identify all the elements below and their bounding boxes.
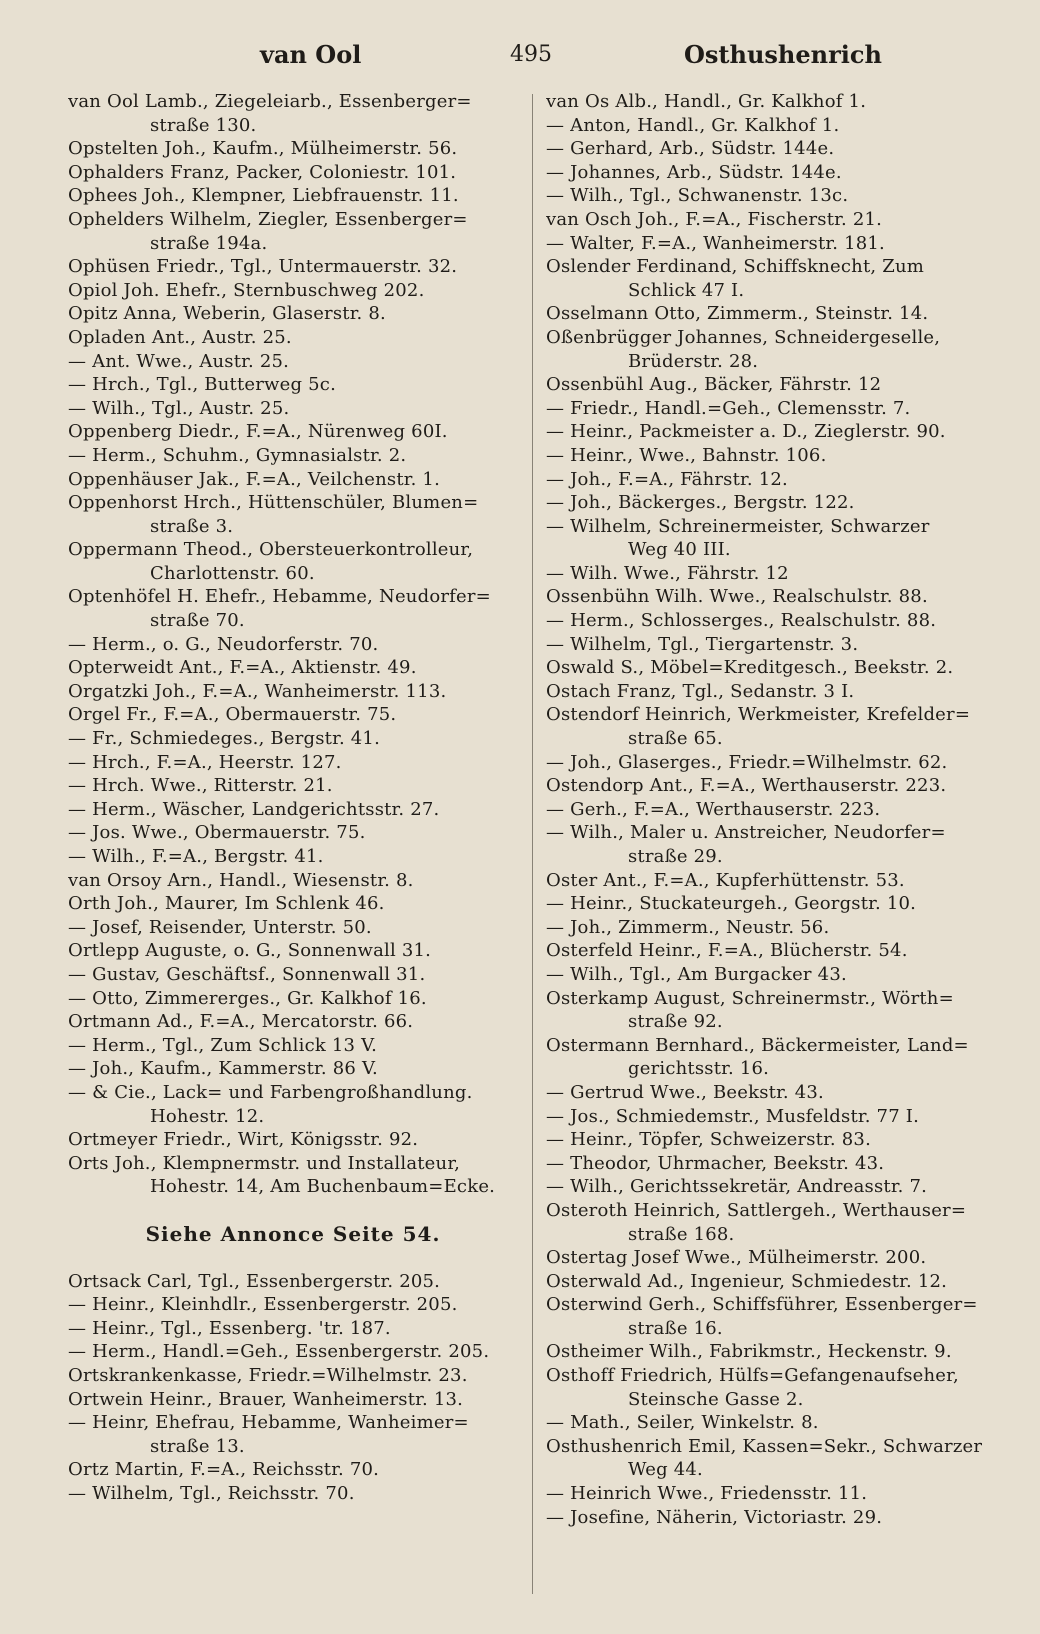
- directory-entry-line: Ortmeyer Friedr., Wirt, Königsstr. 92.: [68, 1129, 419, 1151]
- directory-entry-line: — Wilhelm, Tgl., Reichsstr. 70.: [68, 1483, 355, 1505]
- right-column: [546, 90, 986, 1529]
- directory-entry-line: Oppermann Theod., Obersteuerkontrolleur,: [68, 539, 474, 561]
- directory-entry-line: Ostertag Josef Wwe., Mülheimerstr. 200.: [546, 1247, 927, 1269]
- directory-entry-line: — Otto, Zimmererges., Gr. Kalkhof 16.: [68, 987, 427, 1009]
- directory-entry-line: Orgatzki Joh., F.=A., Wanheimerstr. 113.: [68, 680, 447, 702]
- directory-entry-line: Optenhöfel H. Ehefr., Hebamme, Neudorfer=: [68, 586, 491, 608]
- directory-entry-line: — Joh., Glaserges., Friedr.=Wilhelmstr. 62.: [546, 751, 948, 773]
- directory-entry-line: Osterkamp August, Schreinermstr., Wörth=: [546, 987, 954, 1009]
- directory-entry-line: Osteroth Heinrich, Sattlergeh., Werthauser=: [546, 1199, 967, 1221]
- directory-entry-line: Ortskrankenkasse, Friedr.=Wilhelmstr. 23.: [68, 1365, 468, 1387]
- directory-entry-line: Ortz Martin, F.=A., Reichsstr. 70.: [68, 1459, 380, 1481]
- directory-entry-line: straße 3.: [150, 515, 234, 537]
- directory-entry-line: Schlick 47 I.: [628, 279, 745, 301]
- header-left-keyword: van Ool: [260, 40, 362, 69]
- directory-entry-line: straße 168.: [628, 1223, 735, 1245]
- directory-entry-line: van Os Alb., Handl., Gr. Kalkhof 1.: [546, 91, 867, 112]
- directory-entry-line: Orgel Fr., F.=A., Obermauerstr. 75.: [68, 704, 397, 726]
- directory-entry-line: — Heinr., Kleinhdlr., Essenbergerstr. 205.: [68, 1294, 458, 1316]
- directory-entry-line: Oppenhäuser Jak., F.=A., Veilchenstr. 1.: [68, 468, 440, 490]
- directory-entry-line: — Herm., Handl.=Geh., Essenbergerstr. 205.: [68, 1341, 490, 1363]
- directory-entry-line: straße 65.: [628, 728, 723, 750]
- annonce-notice: Siehe Annonce Seite 54.: [145, 1222, 441, 1246]
- directory-entry-line: straße 13.: [150, 1435, 245, 1457]
- directory-entry-line: Opstelten Joh., Kaufm., Mülheimerstr. 56.: [68, 138, 458, 160]
- directory-entry-line: Ostheimer Wilh., Fabrikmstr., Heckenstr. 9.: [546, 1341, 952, 1363]
- directory-entry-line: Osterwald Ad., Ingenieur, Schmiedestr. 12.: [546, 1270, 948, 1292]
- column-divider: [532, 94, 533, 1594]
- directory-entry-line: van Ool Lamb., Ziegeleiarb., Essenberger=: [68, 91, 472, 112]
- directory-entry-line: straße 194a.: [150, 232, 268, 254]
- directory-entry-line: Ortsack Carl, Tgl., Essenbergerstr. 205.: [68, 1270, 441, 1292]
- directory-entry-line: Orth Joh., Maurer, Im Schlenk 46.: [68, 893, 385, 915]
- directory-entry-line: — Joh., Kaufm., Kammerstr. 86 V.: [68, 1058, 378, 1080]
- directory-entry-line: straße 92.: [628, 1011, 723, 1033]
- directory-entry-line: — Hrch., F.=A., Heerstr. 127.: [68, 751, 342, 773]
- directory-entry-line: Osterfeld Heinr., F.=A., Blücherstr. 54.: [546, 940, 908, 962]
- directory-entry-line: — Heinr., Töpfer, Schweizerstr. 83.: [546, 1129, 871, 1151]
- directory-entry-line: Weg 44.: [628, 1459, 703, 1481]
- directory-entry-line: Osthoff Friedrich, Hülfs=Gefangenaufseher,: [546, 1365, 959, 1387]
- directory-entry-line: — Gustav, Geschäftsf., Sonnenwall 31.: [68, 963, 426, 985]
- header-right-keyword: Osthushenrich: [684, 40, 882, 69]
- directory-entry-line: — Hrch., Tgl., Butterweg 5c.: [68, 374, 337, 396]
- directory-entry-line: — Wilh., Tgl., Am Burgacker 43.: [546, 963, 847, 985]
- directory-entry-line: Oslender Ferdinand, Schiffsknecht, Zum: [546, 256, 925, 278]
- directory-entry-line: — Herm., o. G., Neudorferstr. 70.: [68, 633, 379, 655]
- directory-entry-line: — Heinr., Wwe., Bahnstr. 106.: [546, 444, 827, 466]
- directory-entry-line: Ortmann Ad., F.=A., Mercatorstr. 66.: [68, 1011, 414, 1033]
- directory-entry-line: Opitz Anna, Weberin, Glaserstr. 8.: [68, 303, 386, 325]
- directory-entry-line: — Heinr., Stuckateurgeh., Georgstr. 10.: [546, 893, 917, 915]
- directory-entry-line: — Ant. Wwe., Austr. 25.: [68, 350, 290, 372]
- directory-entry-line: Ophalders Franz, Packer, Coloniestr. 101.: [68, 161, 457, 183]
- directory-entry-line: Ossenbühn Wilh. Wwe., Realschulstr. 88.: [546, 586, 928, 608]
- directory-entry-line: straße 70.: [150, 610, 245, 632]
- directory-entry-line: — & Cie., Lack= und Farbengroßhandlung.: [68, 1081, 473, 1103]
- directory-entry-line: — Wilhelm, Schreinermeister, Schwarzer: [546, 515, 930, 537]
- directory-entry-line: Ortlepp Auguste, o. G., Sonnenwall 31.: [68, 940, 432, 962]
- directory-entry-line: — Gertrud Wwe., Beekstr. 43.: [546, 1081, 824, 1103]
- directory-entry-line: — Friedr., Handl.=Geh., Clemensstr. 7.: [546, 397, 911, 419]
- directory-entry-line: Oßenbrügger Johannes, Schneidergeselle,: [546, 326, 941, 348]
- directory-entry-line: — Joh., Bäckerges., Bergstr. 122.: [546, 492, 855, 514]
- directory-entry-line: — Wilh., F.=A., Bergstr. 41.: [68, 846, 324, 867]
- directory-entry-line: — Theodor, Uhrmacher, Beekstr. 43.: [546, 1152, 885, 1174]
- directory-entry-line: — Wilhelm, Tgl., Tiergartenstr. 3.: [546, 633, 859, 655]
- directory-entry-line: Opterweidt Ant., F.=A., Aktienstr. 49.: [68, 657, 417, 679]
- directory-entry-line: Ophees Joh., Klempner, Liebfrauenstr. 11.: [68, 185, 459, 207]
- directory-entry-line: — Wilh., Tgl., Austr. 25.: [68, 397, 290, 419]
- directory-entry-line: Ostermann Bernhard., Bäckermeister, Land=: [546, 1034, 969, 1056]
- page-number: 495: [510, 42, 552, 67]
- directory-entry-line: — Joh., F.=A., Fährstr. 12.: [546, 468, 788, 490]
- directory-entry-line: van Osch Joh., F.=A., Fischerstr. 21.: [546, 208, 883, 230]
- directory-entry-line: Weg 40 III.: [628, 539, 731, 561]
- directory-entry-line: straße 16.: [628, 1317, 723, 1339]
- directory-entry-line: Ossenbühl Aug., Bäcker, Fährstr. 12: [546, 374, 882, 396]
- directory-entry-line: Steinsche Gasse 2.: [628, 1388, 804, 1410]
- directory-entry-line: — Wilh., Maler u. Anstreicher, Neudorfer=: [546, 822, 946, 844]
- directory-entry-line: Orts Joh., Klempnermstr. und Installateur,: [68, 1152, 461, 1174]
- directory-entry-line: Ortwein Heinr., Brauer, Wanheimerstr. 13.: [68, 1388, 464, 1410]
- directory-entry-line: — Gerh., F.=A., Werthauserstr. 223.: [546, 798, 881, 820]
- directory-entry-line: straße 29.: [628, 846, 723, 867]
- directory-entry-line: — Johannes, Arb., Südstr. 144e.: [546, 161, 842, 183]
- left-column: [68, 90, 518, 1506]
- directory-entry-line: — Joh., Zimmerm., Neustr. 56.: [546, 916, 830, 938]
- directory-entry-line: — Math., Seiler, Winkelstr. 8.: [546, 1412, 819, 1434]
- directory-entry-line: — Herm., Wäscher, Landgerichtsstr. 27.: [68, 798, 440, 820]
- directory-entry-line: Oswald S., Möbel=Kreditgesch., Beekstr. 2.: [546, 657, 954, 679]
- directory-entry-line: — Wilh., Gerichtssekretär, Andreasstr. 7.: [546, 1176, 928, 1198]
- spacer: [68, 1246, 518, 1270]
- directory-entry-line: — Heinr., Packmeister a. D., Zieglerstr. 90.: [546, 421, 946, 443]
- spacer: [68, 1199, 518, 1223]
- directory-entry-line: Hohestr. 12.: [150, 1105, 265, 1127]
- directory-entry-line: Oster Ant., F.=A., Kupferhüttenstr. 53.: [546, 869, 905, 891]
- directory-entry-line: — Josef, Reisender, Unterstr. 50.: [68, 916, 372, 938]
- directory-entry-line: — Jos. Wwe., Obermauerstr. 75.: [68, 822, 366, 844]
- directory-entry-line: — Hrch. Wwe., Ritterstr. 21.: [68, 775, 333, 797]
- directory-entry-line: Opladen Ant., Austr. 25.: [68, 326, 292, 348]
- directory-entry-line: van Orsoy Arn., Handl., Wiesenstr. 8.: [68, 869, 414, 891]
- directory-entry-line: straße 130.: [150, 114, 257, 136]
- directory-entry-line: Ostach Franz, Tgl., Sedanstr. 3 I.: [546, 680, 855, 702]
- directory-entry-line: — Herm., Schuhm., Gymnasialstr. 2.: [68, 444, 407, 466]
- directory-entry-line: — Herm., Tgl., Zum Schlick 13 V.: [68, 1034, 378, 1056]
- directory-entry-line: — Heinr., Tgl., Essenberg. 'tr. 187.: [68, 1317, 391, 1339]
- directory-entry-line: Charlottenstr. 60.: [150, 562, 315, 584]
- directory-entry-line: — Herm., Schlosserges., Realschulstr. 88.: [546, 610, 937, 632]
- directory-entry-line: — Walter, F.=A., Wanheimerstr. 181.: [546, 232, 885, 254]
- directory-entry-line: — Jos., Schmiedemstr., Musfeldstr. 77 I.: [546, 1105, 920, 1127]
- directory-entry-line: Ostendorp Ant., F.=A., Werthauserstr. 223.: [546, 775, 947, 797]
- directory-entry-line: — Gerhard, Arb., Südstr. 144e.: [546, 138, 835, 160]
- directory-entry-line: Osselmann Otto, Zimmerm., Steinstr. 14.: [546, 303, 929, 325]
- directory-entry-line: Opiol Joh. Ehefr., Sternbuschweg 202.: [68, 279, 425, 301]
- directory-entry-line: Hohestr. 14, Am Buchenbaum=Ecke.: [150, 1176, 496, 1198]
- directory-entry-line: Oppenhorst Hrch., Hüttenschüler, Blumen=: [68, 492, 479, 514]
- directory-entry-line: — Heinrich Wwe., Friedensstr. 11.: [546, 1483, 868, 1505]
- directory-entry-line: Osterwind Gerh., Schiffsführer, Essenberger=: [546, 1294, 978, 1316]
- directory-entry-line: Oppenberg Diedr., F.=A., Nürenweg 60I.: [68, 421, 448, 443]
- directory-entry-line: — Anton, Handl., Gr. Kalkhof 1.: [546, 114, 840, 136]
- directory-entry-line: Brüderstr. 28.: [628, 350, 759, 372]
- directory-entry-line: Ophelders Wilhelm, Ziegler, Essenberger=: [68, 208, 468, 230]
- directory-entry-line: — Wilh., Tgl., Schwanenstr. 13c.: [546, 185, 849, 207]
- directory-entry-line: Ophüsen Friedr., Tgl., Untermauerstr. 32.: [68, 256, 458, 278]
- directory-entry-line: Ostendorf Heinrich, Werkmeister, Krefelder=: [546, 704, 971, 726]
- page-header: [0, 40, 1040, 80]
- directory-entry-line: Osthushenrich Emil, Kassen=Sekr., Schwarzer: [546, 1435, 983, 1457]
- directory-entry-line: — Wilh. Wwe., Fährstr. 12: [546, 562, 789, 584]
- directory-entry-line: — Josefine, Näherin, Victoriastr. 29.: [546, 1506, 883, 1528]
- directory-entry-line: — Heinr, Ehefrau, Hebamme, Wanheimer=: [68, 1412, 469, 1434]
- directory-entry-line: — Fr., Schmiedeges., Bergstr. 41.: [68, 728, 381, 750]
- directory-entry-line: gerichtsstr. 16.: [628, 1058, 770, 1080]
